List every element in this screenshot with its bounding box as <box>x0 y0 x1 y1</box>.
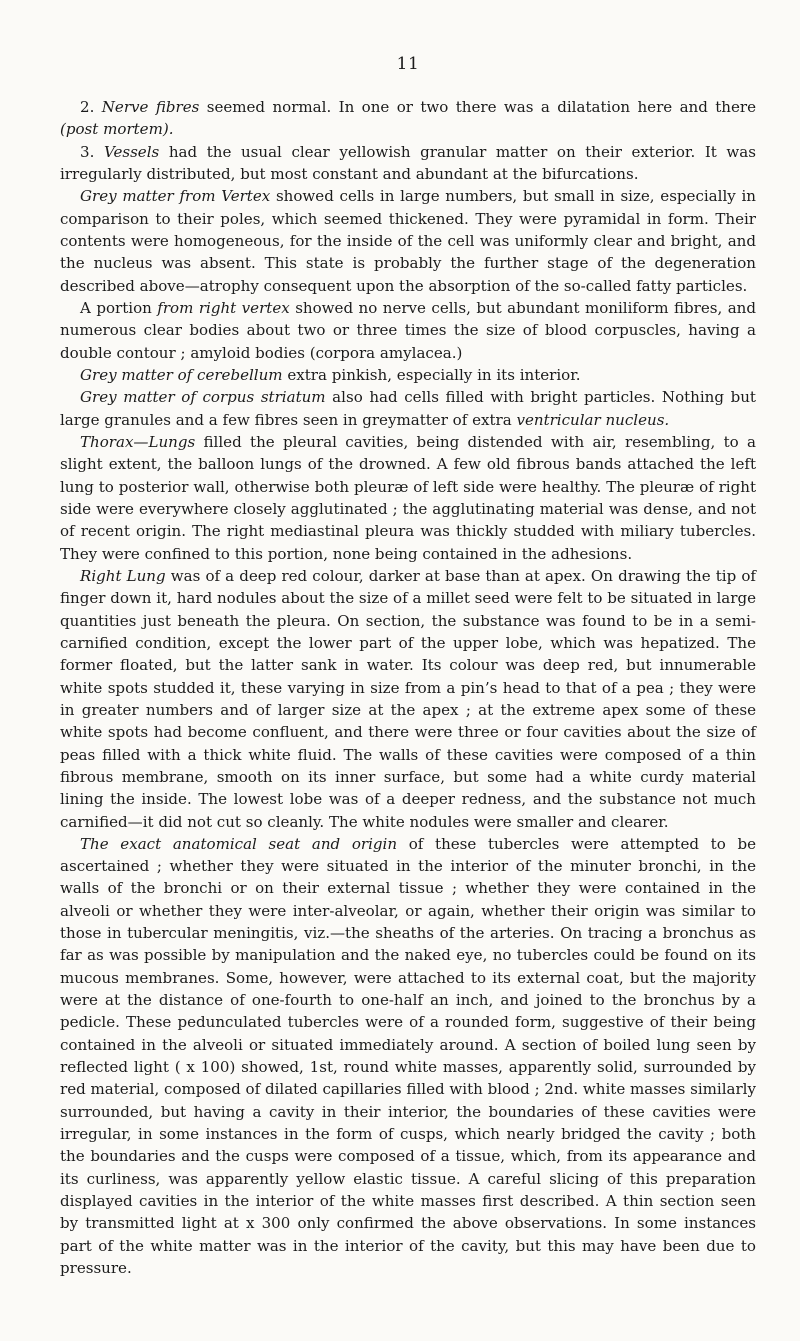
text-run: filled the pleural cavities, being distended with air, resembling, to a slight extent, the balloon lungs of the drowned. A few old fibrous bands attached the left lung to posterior wall, otherwise both pleuræ of left side were healthy. The pleuræ of right side were everywhere closely agglutinated ; the agglutinating material was dense, and not of recent origin. The right mediastinal pleura was thickly studded with miliary tubercles. They were confined to this portion, none being contained in the adhesions. <box>60 432 756 563</box>
paragraph-vessels <box>60 141 756 186</box>
text-run: 3. <box>80 142 104 161</box>
text-run: A portion <box>80 298 158 317</box>
page-number: 11 <box>396 54 420 74</box>
text-run: extra pinkish, especially in its interior. <box>282 365 581 384</box>
italic-heading: Grey matter from Vertex <box>80 187 271 206</box>
paragraph-right-lung <box>60 565 756 833</box>
paragraph-cerebellum <box>60 364 756 386</box>
document-page <box>60 54 756 1279</box>
italic-text: (post mortem). <box>60 120 174 139</box>
italic-text: from right vertex <box>157 298 290 317</box>
paragraph-right-vertex <box>60 297 756 364</box>
italic-heading: Grey matter of cerebellum <box>80 365 283 384</box>
italic-heading: Vessels <box>103 142 160 161</box>
text-run: showed cells in large numbers, but small in size, especially in comparison to their poles, which seemed thickened. They were pyramidal in form. Their contents were homogeneous, for the inside of the cell was uniformly clear and bright, and the nucleus was absent. This state is probably the further stage of the degeneration described above—atrophy consequent upon the absorption of the so-called fatty particles. <box>60 187 756 295</box>
text-run: had the usual clear yellowish granular matter on their exterior. It was irregularly distributed, but most constant and abundant at the bifurcations. <box>60 142 756 183</box>
text-run: showed no nerve cells, but abundant moniliform fibres, and numerous clear bodies about two or three times the size of blood corpuscles, having a double contour ; amyloid bodies (corpora amylacea.) <box>60 298 756 362</box>
text-run: of these tubercles were attempted to be ascertained ; whether they were situated in the interior of the minuter bronchi, in the walls of the bronchi or on their external tissue ; whether they were contained in the alveoli or whether they were inter-alveolar, or again, whether their origin was similar to those in tubercular meningitis, viz.—the sheaths of the arteries. On tracing a bronchus as far as was possible by manipulation and the naked eye, no tubercles could be found on its mucous membranes. Some, however, were attached to its external coat, but the majority were at the distance of one-fourth to one-half an inch, and joined to the bronchus by a pedicle. These pedunculated tubercles were of a rounded form, suggestive of their being contained in the alveoli or situated immediately around. A section of boiled lung seen by reflected light ( x 100) showed, 1st, round white masses, apparently solid, surrounded by red material, composed of dilated capillaries filled with blood ; 2nd. white masses similarly surrounded, but having a cavity in their interior, the boundaries of these cavities were irregular, in some instances in the form of cusps, which nearly bridged the cavity ; both the boundaries and the cusps were composed of a tissue, which, from its appearance and its curliness, was apparently yellow elastic tissue. A careful slicing of this preparation displayed cavities in the interior of the white masses first described. A thin section seen by transmitted light at x 300 only confirmed the above observations. In some instances part of the white matter was in the interior of the cavity, but this may have been due to pressure. <box>60 834 756 1278</box>
italic-text: ventricular nucleus. <box>516 410 670 429</box>
italic-heading: Grey matter of corpus striatum <box>80 388 326 407</box>
italic-heading: Nerve fibres <box>101 98 200 116</box>
paragraph-thorax-lungs <box>60 431 756 565</box>
paragraph-anatomical-seat <box>60 833 756 1280</box>
paragraph-nerve-fibres <box>60 96 756 141</box>
text-run: also had cells filled with bright particles. Nothing but large granules and a few fibres seen in greymatter of extra <box>60 388 756 429</box>
text-run: was of a deep red colour, darker at base than at apex. On drawing the tip of finger down it, hard nodules about the size of a millet seed were felt to be situated in large quantities just beneath the pleura. On section, the substance was found to be in a semi-carnified condition, except the lower part of the upper lobe, which was hepatized. The former floated, but the latter sank in water. Its colour was deep red, but innumerable white spots studded it, these varying in size from a pin’s head to that of a pea ; they were in greater numbers and of larger size at the apex ; at the extreme apex some of these white spots had become confluent, and there were three or four cavities about the size of peas filled with a thick white fluid. The walls of these cavities were composed of a thin fibrous membrane, smooth on its inner surface, but some had a white curdy material lining the inside. The lowest lobe was of a deeper redness, and the substance not much carnified—it did not cut so cleanly. The white nodules were smaller and clearer. <box>60 566 756 831</box>
italic-heading: Right Lung <box>80 566 166 585</box>
text-run: seemed normal. In one or two there was a dilatation here and there <box>199 98 756 116</box>
italic-heading: The exact anatomical seat and origin <box>80 834 398 853</box>
paragraph-grey-matter-vertex <box>60 185 756 297</box>
text-run: 2. <box>80 98 102 116</box>
italic-heading: Thorax—Lungs <box>80 432 196 451</box>
paragraph-corpus-striatum <box>60 386 756 431</box>
